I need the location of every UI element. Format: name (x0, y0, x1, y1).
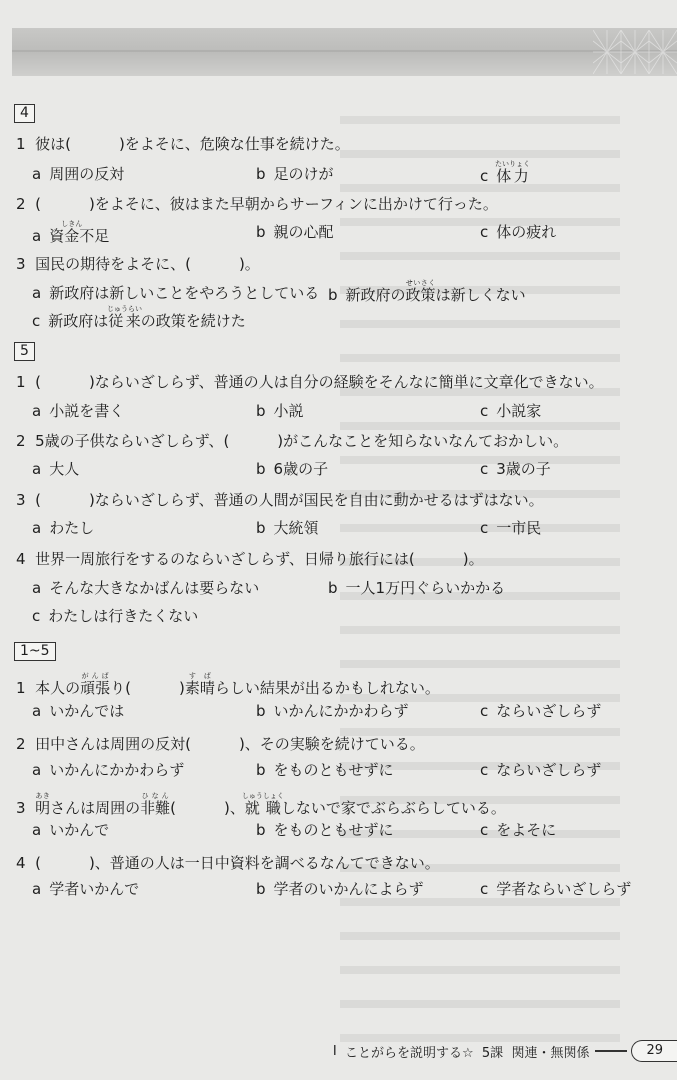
option-a[interactable]: a 新政府は新しいことをやろうとしている (32, 284, 320, 302)
page-number: 29 (631, 1040, 677, 1062)
question: 4 世界一周旅行をするのならいざしらず、日帰り旅行には( )。 (16, 550, 484, 568)
section-label: 1~5 (14, 642, 56, 661)
option-c[interactable]: c 一市民 (480, 519, 542, 537)
option-c[interactable]: c をよそに (480, 821, 557, 839)
option-a[interactable]: a いかんで (32, 821, 110, 839)
footer-chapter: I (332, 1043, 337, 1059)
asanoha-pattern-icon (593, 30, 677, 74)
option-a[interactable]: a 周囲の反対 (32, 165, 125, 183)
option-c[interactable]: c ならいざしらず (480, 702, 602, 720)
option-a[interactable]: a わたし (32, 519, 95, 537)
footer-rule (595, 1050, 627, 1052)
option-c[interactable]: c わたしは行きたくない (32, 607, 199, 625)
option-b[interactable]: b 小説 (256, 402, 304, 420)
option-b[interactable]: b いかんにかかわらず (256, 702, 409, 720)
footer-lesson: 5課 (481, 1045, 504, 1061)
option-b[interactable]: b をものともせずに (256, 821, 394, 839)
option-c[interactable]: c 体の疲れ (480, 223, 557, 241)
option-a[interactable]: a 資金しきん不足 (32, 220, 110, 245)
section-label: 4 (14, 104, 35, 123)
question: 2 田中さんは周囲の反対( )、その実験を続けている。 (16, 735, 425, 753)
option-c[interactable]: c 小説家 (480, 402, 542, 420)
option-c[interactable]: c 3歳の子 (480, 460, 551, 478)
section-label: 5 (14, 342, 35, 361)
footer-topic: 関連・無関係 (511, 1045, 590, 1061)
option-a[interactable]: a いかんでは (32, 702, 125, 720)
option-a[interactable]: a 学者いかんで (32, 880, 140, 898)
option-a[interactable]: a 小説を書く (32, 402, 125, 420)
option-c[interactable]: c 学者ならいざしらず (480, 880, 632, 898)
option-c[interactable]: c 新政府は従来じゅうらいの政策を続けた (32, 305, 246, 330)
option-b[interactable]: b 6歳の子 (256, 460, 329, 478)
question: 3 明あきさんは周囲の非難ひなん( )、就職しゅうしょくしないで家でぶらぶらしている。 (16, 792, 506, 817)
option-c[interactable]: c ならいざしらず (480, 761, 602, 779)
option-a[interactable]: a 大人 (32, 460, 80, 478)
page-footer (333, 1040, 677, 1062)
question: 4 ( )、普通の人は一日中資料を調べるなんてできない。 (16, 854, 440, 872)
option-b[interactable]: b 学者のいかんによらず (256, 880, 424, 898)
option-b[interactable]: b 足のけが (256, 165, 334, 183)
question: 2 ( )をよそに、彼はまた早朝からサーフィンに出かけて行った。 (16, 195, 498, 213)
question: 2 5歳の子供ならいざしらず、( )がこんなことを知らないなんておかしい。 (16, 432, 569, 450)
question: 3 国民の期待をよそに、( )。 (16, 255, 260, 273)
option-c[interactable]: c 体力たいりょく (480, 160, 531, 185)
question: 1 彼は( )をよそに、危険な仕事を続けた。 (16, 135, 350, 153)
option-b[interactable]: b 一人1万円ぐらいかかる (328, 579, 506, 597)
option-b[interactable]: b をものともせずに (256, 761, 394, 779)
footer-title: ことがらを説明する☆ (344, 1045, 474, 1061)
header-band (12, 28, 677, 76)
option-b[interactable]: b 親の心配 (256, 223, 334, 241)
option-b[interactable]: b 新政府の政策せいさくは新しくない (328, 279, 526, 304)
question: 1 ( )ならいざしらず、普通の人は自分の経験をそんなに簡単に文章化できない。 (16, 373, 604, 391)
question: 1 本人の頑張がんばり( )素晴すばらしい結果が出るかもしれない。 (16, 672, 440, 697)
option-a[interactable]: a いかんにかかわらず (32, 761, 185, 779)
question: 3 ( )ならいざしらず、普通の人間が国民を自由に動かせるはずはない。 (16, 491, 544, 509)
option-a[interactable]: a そんな大きなかばんは要らない (32, 579, 260, 597)
option-b[interactable]: b 大統領 (256, 519, 319, 537)
